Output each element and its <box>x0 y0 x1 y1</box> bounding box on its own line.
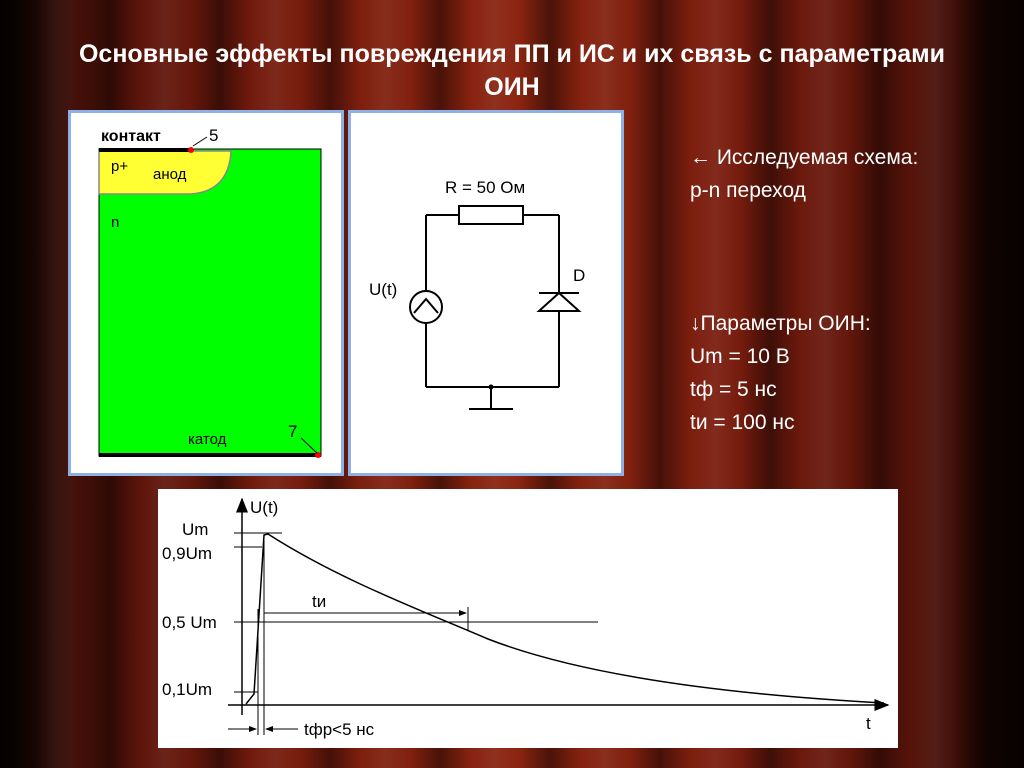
scheme-title: ← Исследуемая схема: <box>690 146 919 169</box>
chip-cross-section-panel <box>68 110 344 476</box>
diode-label: D <box>573 266 586 285</box>
x-axis-label: t <box>866 714 871 733</box>
notes-block <box>690 141 1000 439</box>
level-um-label: Um <box>182 520 209 539</box>
level-05-label: 0,5 Um <box>162 613 217 632</box>
ti-label: tи <box>312 592 327 611</box>
voltage-source <box>410 291 442 323</box>
pulse-curve <box>246 534 884 704</box>
contact-label: контакт <box>101 128 161 145</box>
cathode-label: катод <box>188 431 227 448</box>
param-tf: tф = 5 нс <box>690 378 777 401</box>
param-um: Um = 10 В <box>690 345 790 368</box>
contact-point-5 <box>188 147 194 153</box>
tfr-label: tфр<5 нс <box>304 720 375 739</box>
y-axis-label: U(t) <box>250 498 279 517</box>
anode-label: анод <box>153 166 187 183</box>
pulse-graph <box>158 489 898 748</box>
scheme-value: p-n переход <box>690 179 806 202</box>
level-01-label: 0,1Um <box>162 680 213 699</box>
p-plus-label: p+ <box>111 158 129 175</box>
contact-point-7 <box>315 452 321 458</box>
point-5-label: 5 <box>209 126 219 145</box>
n-label: n <box>111 214 120 231</box>
resistor-label: R = 50 Ом <box>445 178 526 197</box>
curtain-left-shadow <box>0 0 70 768</box>
point-5-leader <box>193 137 207 146</box>
slide-title: Основные эффекты повреждения ПП и ИС и их связь с параметрами ОИН <box>78 40 945 101</box>
point-7-label: 7 <box>288 422 298 441</box>
diode-triangle <box>539 293 579 311</box>
ground-junction <box>489 385 494 390</box>
pulse-graph-panel <box>158 489 898 748</box>
circuit-panel <box>348 110 624 476</box>
params-title: ↓Параметры ОИН: <box>690 312 871 335</box>
param-ti: tи = 100 нс <box>690 411 795 434</box>
n-substrate-region <box>99 149 321 456</box>
chip-cross-section-diagram <box>71 113 341 473</box>
source-label: U(t) <box>369 280 398 299</box>
circuit-schematic <box>351 113 621 473</box>
level-09-label: 0,9Um <box>162 544 213 563</box>
resistor <box>459 206 523 224</box>
